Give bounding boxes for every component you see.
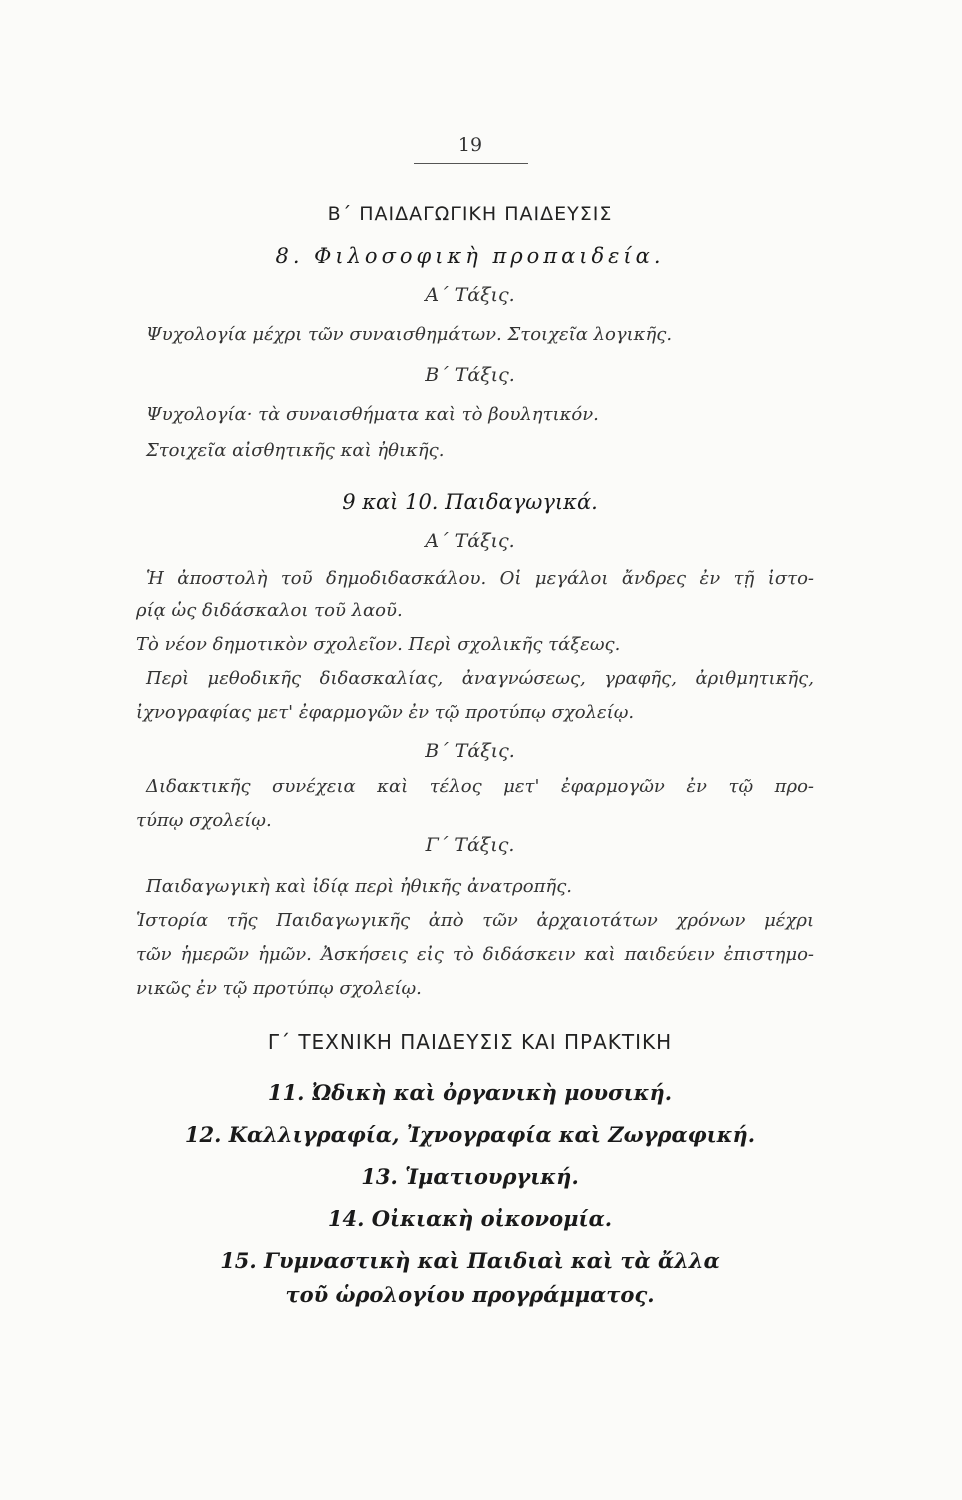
list-item: 15. Γυμναστικὴ καὶ Παιδιαὶ καὶ τὰ ἄλλα (220, 1248, 720, 1273)
list-item: 13. Ἱματιουργική. (361, 1164, 579, 1189)
list-item: 12. Καλλιγραφία, Ἰχνογραφία καὶ Ζωγραφική. (184, 1122, 756, 1147)
text-line: Ἱστορία τῆς Παιδαγωγικῆς ἀπὸ τῶν ἀρχαιοτάτων χρόνων μέχρι (136, 910, 814, 931)
section-c-heading: Γ΄ ΤΕΧΝΙΚΗ ΠΑΙΔΕΥΣΙΣ ΚΑΙ ΠΡΑΚΤΙΚΗ (267, 1030, 673, 1054)
subject-8-title: 8. Φιλοσοφικὴ προπαιδεία. (275, 244, 665, 268)
class-b-label: Β΄ Τάξις. (425, 364, 515, 386)
list-item: 14. Οἰκιακὴ οἰκονομία. (327, 1206, 613, 1231)
header-rule (414, 163, 528, 164)
text-line: Παιδαγωγικὴ καὶ ἰδίᾳ περὶ ἠθικῆς ἀνατροπῆς. (146, 876, 572, 897)
text-line: ρίᾳ ὡς διδάσκαλοι τοῦ λαοῦ. (136, 600, 403, 621)
list-item-continued: τοῦ ὡρολογίου προγράμματος. (285, 1282, 655, 1307)
text-line: Στοιχεῖα αἰσθητικῆς καὶ ἠθικῆς. (146, 440, 445, 461)
text-line: Τὸ νέον δημοτικὸν σχολεῖον. Περὶ σχολικῆς τάξεως. (136, 634, 621, 655)
list-item: 11. Ὠδικὴ καὶ ὀργανικὴ μουσική. (267, 1080, 673, 1105)
text-line: Ψυχολογία μέχρι τῶν συναισθημάτων. Στοιχεῖα λογικῆς. (146, 324, 673, 345)
text-line: νικῶς ἐν τῷ προτύπῳ σχολείῳ. (136, 978, 422, 999)
ped-class-b-label: Β΄ Τάξις. (425, 740, 515, 762)
text-line: Ἡ ἀποστολὴ τοῦ δημοδιδασκάλου. Οἱ μεγάλοι ἄνδρες ἐν τῇ ἱστο- (146, 568, 814, 589)
text-line: ἰχνογραφίας μετ' ἐφαρμογῶν ἐν τῷ προτύπῳ σχολείῳ. (136, 702, 635, 723)
text-line: Ψυχολογία· τὰ συναισθήματα καὶ τὸ βουλητικόν. (146, 404, 599, 425)
subject-9-10-title: 9 καὶ 10. Παιδαγωγικά. (342, 490, 598, 514)
text-line: Διδακτικῆς συνέχεια καὶ τέλος μετ' ἐφαρμογῶν ἐν τῷ προ- (146, 776, 814, 797)
text-line: τύπῳ σχολείῳ. (136, 810, 272, 831)
text-line: τῶν ἡμερῶν ἡμῶν. Ἀσκήσεις εἰς τὸ διδάσκειν καὶ παιδεύειν ἐπιστημο- (136, 944, 814, 965)
text-line: Περὶ μεθοδικῆς διδασκαλίας, ἀναγνώσεως, γραφῆς, ἀριθμητικῆς, (146, 668, 814, 689)
section-b-heading: Β΄ ΠΑΙΔΑΓΩΓΙΚΗ ΠΑΙΔΕΥΣΙΣ (327, 203, 613, 225)
class-a-label: Α΄ Τάξις. (425, 284, 515, 306)
ped-class-c-label: Γ΄ Τάξις. (425, 834, 515, 856)
page-number: 19 (457, 134, 483, 156)
ped-class-a-label: Α΄ Τάξις. (425, 530, 515, 552)
